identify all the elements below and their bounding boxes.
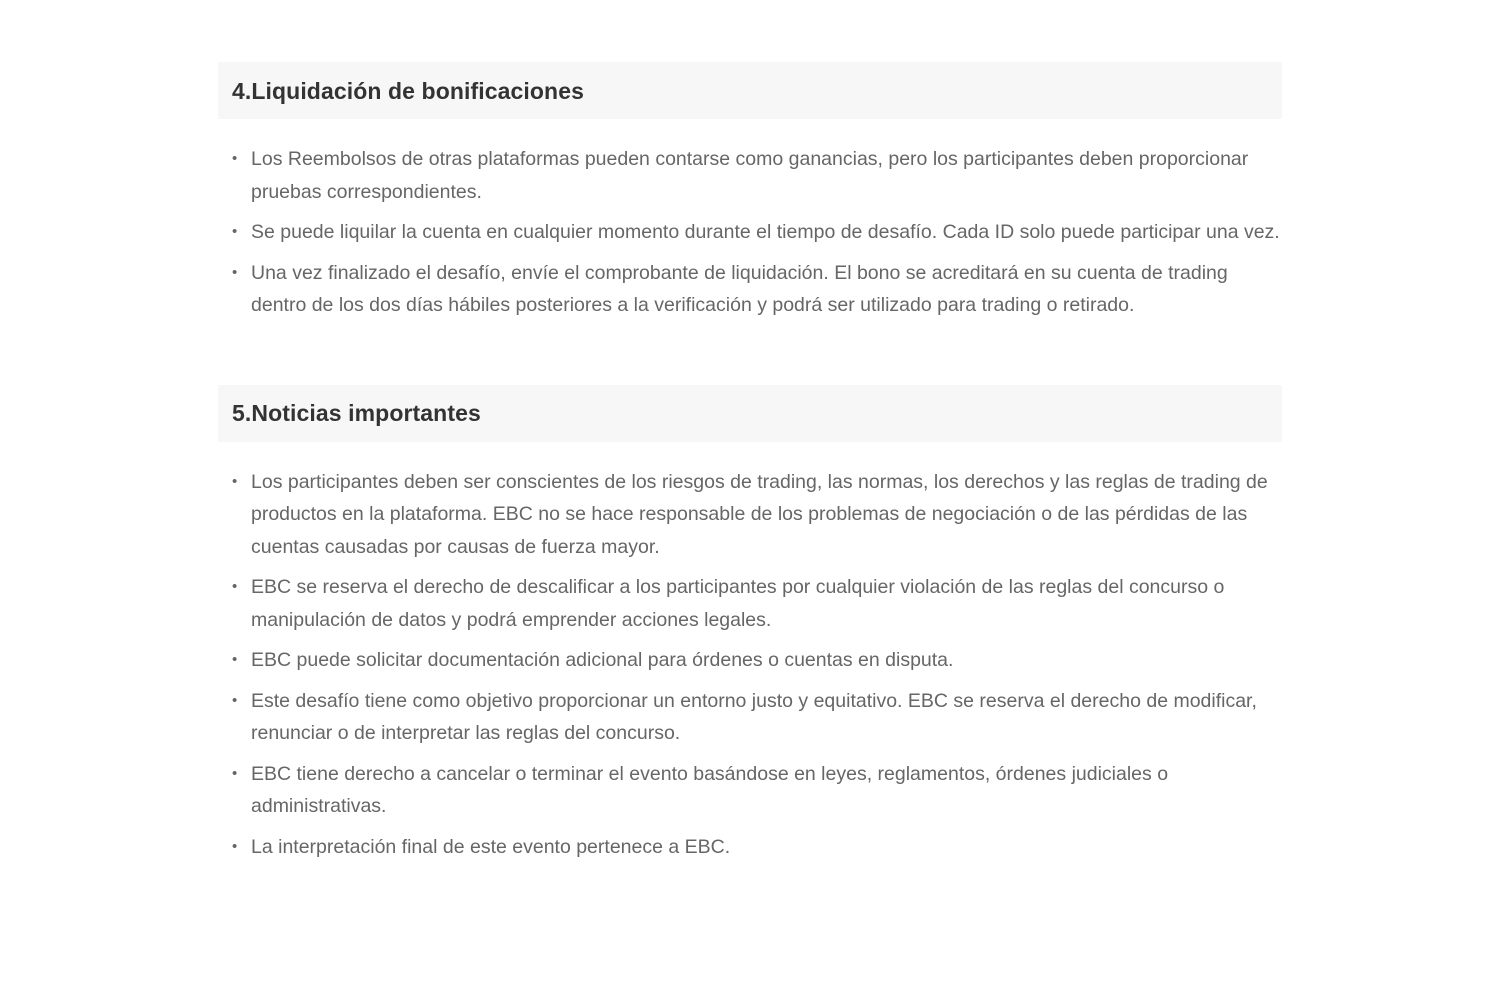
section-title: 4.Liquidación de bonificaciones bbox=[232, 77, 584, 104]
list-item-text: Los participantes deben ser conscientes de los riesgos de trading, las normas, los derechos y las reglas de trading de productos en la plataforma. EBC no se hace responsable de los problemas de negociación o de las pérdidas de las cuentas causadas por causas de fuerza mayor. bbox=[251, 470, 1268, 558]
list-item bbox=[218, 143, 1282, 208]
bullet-icon: • bbox=[232, 764, 238, 782]
list-item bbox=[218, 216, 1282, 249]
list-item-text: Se puede liquilar la cuenta en cualquier momento durante el tiempo de desafío. Cada ID solo puede participar una vez. bbox=[251, 221, 1280, 243]
list-item-text: Este desafío tiene como objetivo proporcionar un entorno justo y equitativo. EBC se reserva el derecho de modificar, renunciar o de interpretar las reglas del concurso. bbox=[251, 689, 1257, 744]
list-item bbox=[218, 257, 1282, 322]
section-title: 5.Noticias importantes bbox=[232, 400, 481, 426]
section-noticias-importantes bbox=[218, 385, 1282, 864]
bullet-icon: • bbox=[232, 651, 238, 668]
list-item bbox=[218, 644, 1282, 677]
bullet-icon: • bbox=[232, 578, 238, 595]
list-item-text: Una vez finalizado el desafío, envíe el comprobante de liquidación. El bono se acreditará en su cuenta de trading dentro de los dos días hábiles posteriores a la verificación y podrá ser utilizado para trading o retirado. bbox=[251, 261, 1228, 316]
bullet-icon: • bbox=[232, 472, 238, 490]
bullet-icon: • bbox=[232, 223, 238, 240]
list-item-text: EBC puede solicitar documentación adicional para órdenes o cuentas en disputa. bbox=[251, 649, 954, 671]
rules-page bbox=[218, 0, 1282, 863]
bullet-icon: • bbox=[232, 691, 238, 709]
bullet-list bbox=[218, 143, 1282, 322]
section-heading-bar bbox=[218, 62, 1282, 119]
list-item bbox=[218, 685, 1282, 750]
bullet-icon: • bbox=[232, 837, 238, 855]
bullet-icon: • bbox=[232, 150, 238, 167]
list-item-text: Los Reembolsos de otras plataformas pueden contarse como ganancias, pero los participantes deben proporcionar pruebas correspondientes. bbox=[251, 148, 1249, 203]
bullet-list bbox=[218, 466, 1282, 864]
list-item bbox=[218, 466, 1282, 564]
list-item-text: La interpretación final de este evento pertenece a EBC. bbox=[251, 835, 731, 858]
list-item bbox=[218, 758, 1282, 823]
list-item-text: EBC se reserva el derecho de descalificar a los participantes por cualquier violación de las reglas del concurso o manipulación de datos y podrá emprender acciones legales. bbox=[251, 576, 1225, 631]
section-liquidacion-bonificaciones bbox=[218, 62, 1282, 322]
bullet-icon: • bbox=[232, 263, 238, 281]
list-item-text: EBC tiene derecho a cancelar o terminar el evento basándose en leyes, reglamentos, órdenes judiciales o administrativas. bbox=[251, 762, 1169, 817]
section-heading-bar bbox=[218, 385, 1282, 442]
list-item bbox=[218, 831, 1282, 864]
list-item bbox=[218, 571, 1282, 636]
